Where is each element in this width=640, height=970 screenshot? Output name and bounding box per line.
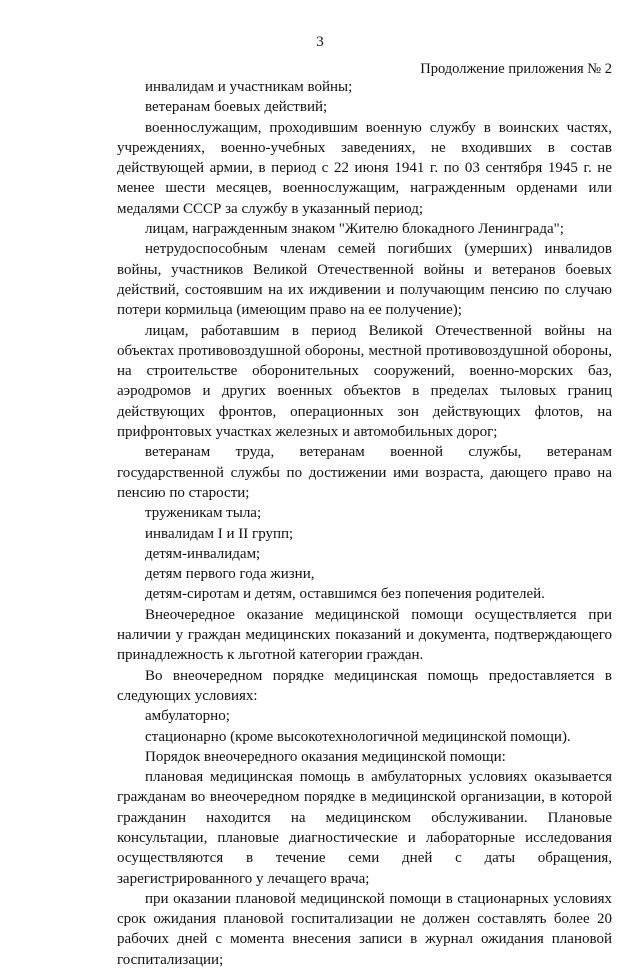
paragraph: Внеочередное оказание медицинской помощи осуществляется при наличии у граждан медицинских показаний и документа, подтверждающего принадлежность к льготной категории граждан. <box>117 606 612 664</box>
paragraph: ветеранам труда, ветеранам военной службы, ветеранам государственной службы по достижении ими возраста, дающего право на пенсию по старости; <box>117 444 612 501</box>
paragraph: инвалидам I и II групп; <box>145 525 294 542</box>
paragraph: плановая медицинская помощь в амбулаторных условиях оказывается гражданам во внеочередном порядке в медицинской организации, в которой гражданин находится на медицинском обслуживании. Плановые консультации, плановые диагностические и лабораторные исследования осуществляются в течение семи дней с даты обращения, зарегистрированного у лечащего врача; <box>117 769 612 887</box>
paragraph: амбулаторно; <box>145 708 230 725</box>
paragraph: труженикам тыла; <box>145 505 262 522</box>
appendix-continuation-note: Продолжение приложения № 2 <box>420 61 612 77</box>
paragraph: детям-инвалидам; <box>145 545 261 562</box>
paragraph: при оказании плановой медицинской помощи в стационарных условиях срок ожидания плановой госпитализации не должен составлять более 20 рабочих дней с момента внесения записи в журнал ожидания плановой госпитализации; <box>117 890 612 968</box>
paragraph: нетрудоспособным членам семей погибших (умерших) инвалидов войны, участников Великой Отечественной войны и ветеранов боевых действий, состоявшим на их иждивении и получающим пенсию по случаю потери кормильца (имеющим право на ее получение); <box>117 241 612 319</box>
paragraph: Порядок внеочередного оказания медицинской помощи: <box>145 748 506 765</box>
paragraph: детям первого года жизни, <box>145 566 315 583</box>
paragraph: детям-сиротам и детям, оставшимся без попечения родителей. <box>145 586 545 603</box>
paragraph: ветеранам боевых действий; <box>145 99 328 116</box>
paragraph: лицам, награжденным знаком "Жителю блокадного Ленинграда"; <box>145 221 564 238</box>
page-number: 3 <box>316 34 324 50</box>
document-body <box>117 77 612 970</box>
paragraph: лицам, работавшим в период Великой Отечественной войны на объектах противовоздушной обороны, местной противовоздушной обороны, на строительстве оборонительных сооружений, военно-морских баз, аэродромов и других военных объектов в пределах тыловых границ действующих фронтов, операционных зон действующих флотов, на прифронтовых участках железных и автомобильных дорог; <box>117 322 612 441</box>
paragraph: стационарно (кроме высокотехнологичной медицинской помощи). <box>145 728 571 745</box>
paragraph: Во внеочередном порядке медицинская помощь предоставляется в следующих условиях: <box>117 667 612 704</box>
paragraph: военнослужащим, проходившим военную службу в воинских частях, учреждениях, военно-учебных заведениях, не входивших в состав действующей армии, в период с 22 июня 1941 г. по 03 сентября 1945 г. не менее шести месяцев, военнослужащим, награжденным орденами или медалями СССР за службу в указанный период; <box>117 119 612 217</box>
paragraph: инвалидам и участникам войны; <box>145 79 353 95</box>
